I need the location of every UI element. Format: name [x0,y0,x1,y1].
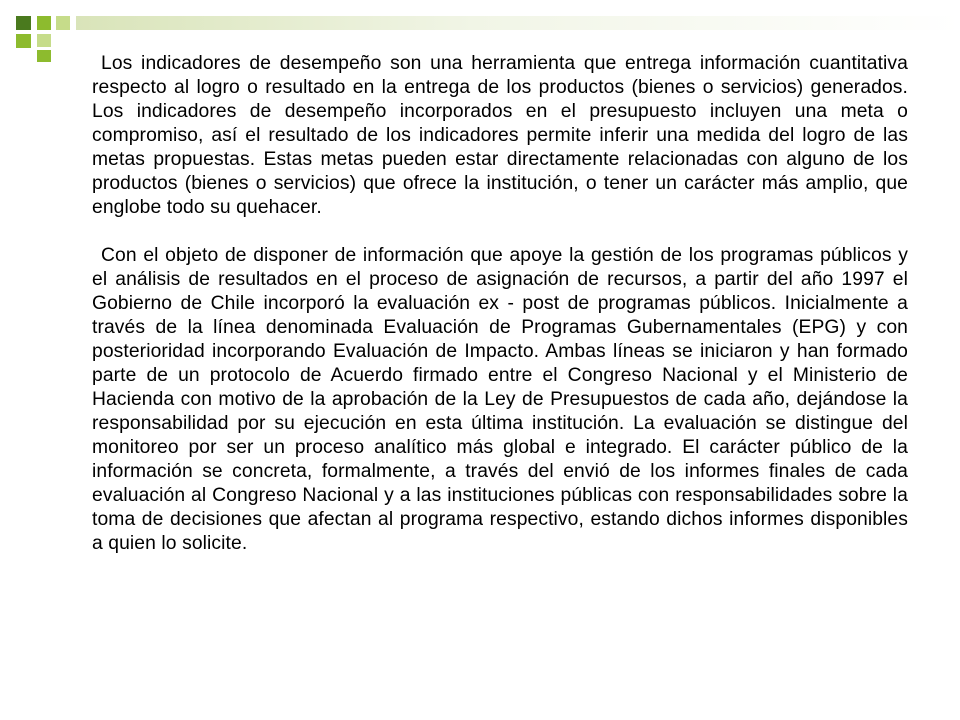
paragraph-indicators: Los indicadores de desempeño son una herramienta que entrega información cuantitativa respecto al logro o resultado en la entrega de los productos (bienes o servicios) generados. Los indicadores de desempeño incorporados en el presupuesto incluyen una meta o compromiso, así el resultado de los indicadores permite inferir una medida del logro de las metas propuestas. Estas metas pueden estar directamente relacionadas con alguno de los productos (bienes o servicios) que ofrece la institución, o tener un carácter más amplio, que englobe todo su quehacer. [92,53,908,218]
decor-square [37,50,51,62]
decor-square [56,16,70,30]
decor-square [16,16,31,30]
decor-square [37,34,51,47]
decor-square [16,34,31,48]
header-bar [76,16,960,30]
paragraph-evaluation: Con el objeto de disponer de información que apoye la gestión de los programas públicos y el análisis de resultados en el proceso de asignación de recursos, a partir del año 1997 el Gobierno de Chile incorporó la evaluación ex - post de programas públicos. Inicialmente a través de la línea denominada Evaluación de Programas Gubernamentales (EPG) y con posterioridad incorporando Evaluación de Impacto. Ambas líneas se iniciaron y han formado parte de un protocolo de Acuerdo firmado entre el Congreso Nacional y el Ministerio de Hacienda con motivo de la aprobación de la Ley de Presupuestos de cada año, dejándose la responsabilidad por su ejecución en esta última institución. La evaluación se distingue del monitoreo por ser un proceso analítico más global e integrado. El carácter público de la información se concreta, formalmente, a través del envió de los informes finales de cada evaluación al Congreso Nacional y a las instituciones públicas con responsabilidades sobre la toma de decisiones que afectan al programa respectivo, estando dichos informes disponibles a quien lo solicite. [92,245,908,554]
slide-body [92,52,908,556]
decor-square [37,16,51,30]
